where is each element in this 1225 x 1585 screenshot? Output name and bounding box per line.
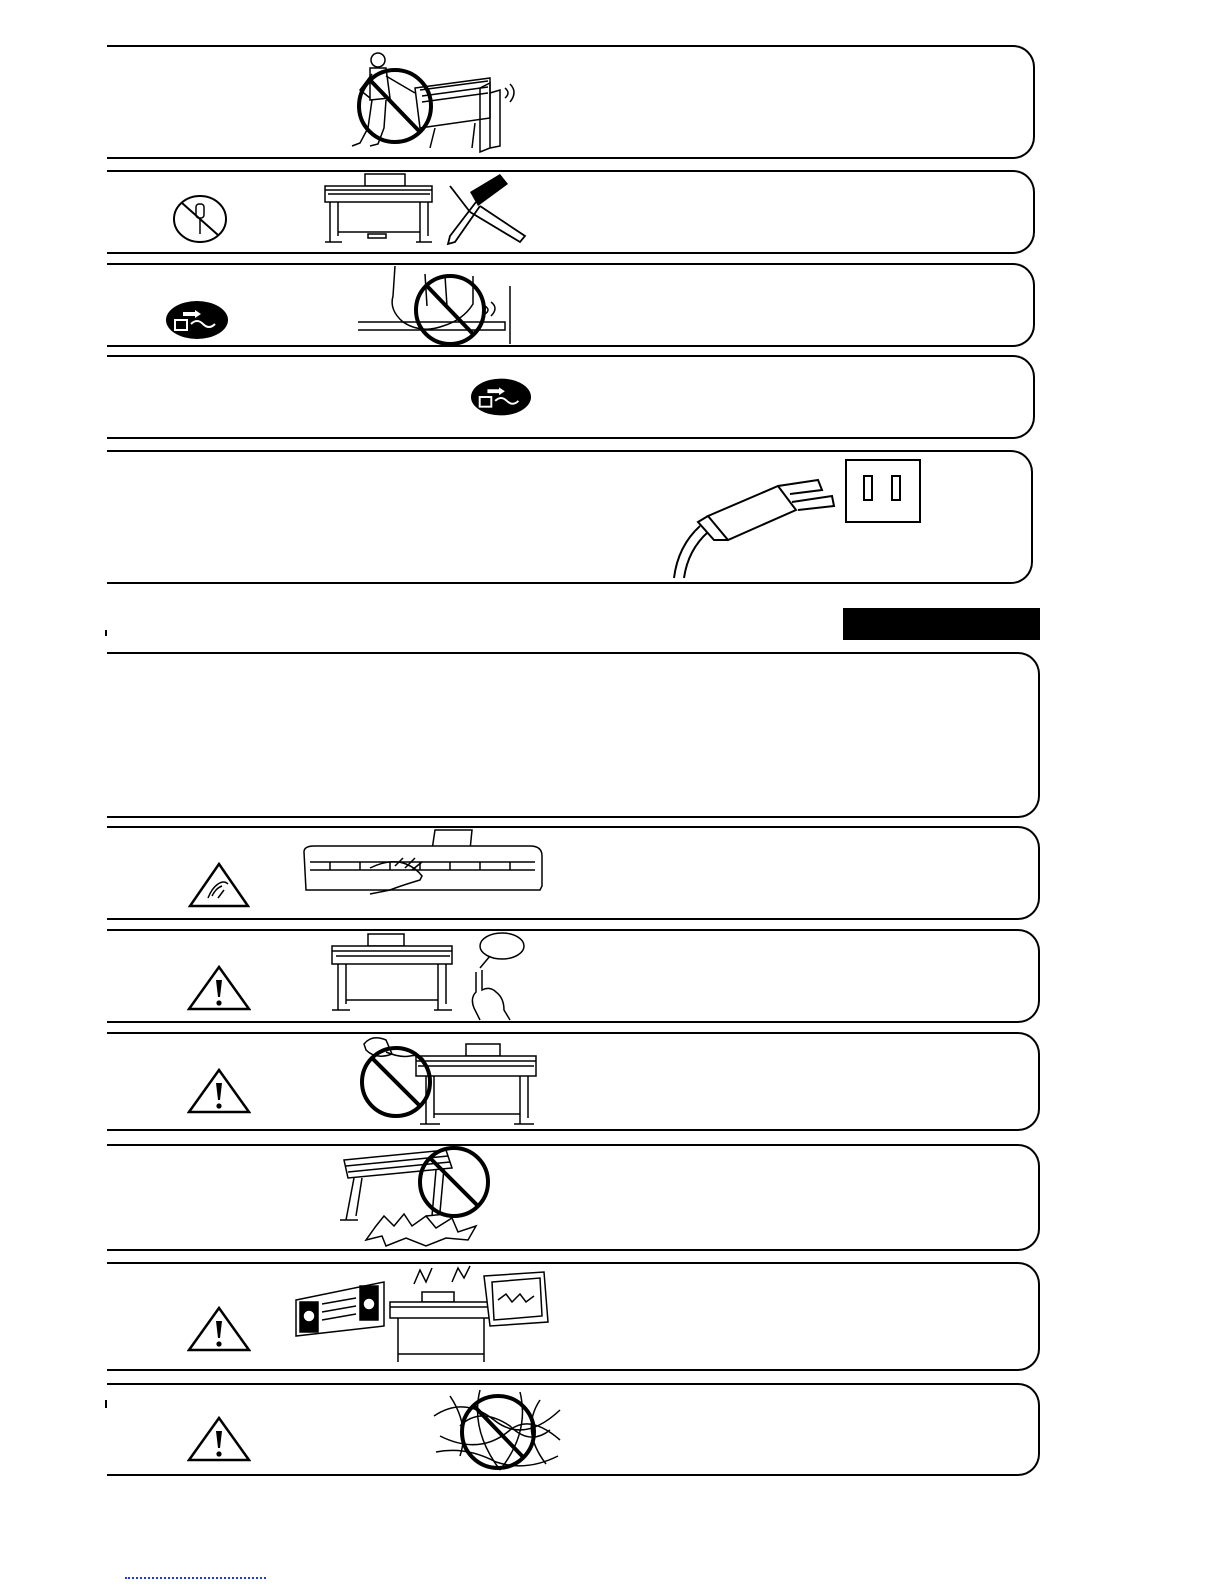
panel-unplug [107,355,1035,439]
piano-with-tools-illustration [320,172,542,250]
cup-on-piano-illustration [356,1034,540,1130]
section-header-bar [843,608,1040,640]
panel-no-disassembly [107,170,1035,254]
warning-icon [187,1306,251,1352]
no-disassembly-icon [172,194,228,244]
stereo-piano-tv-illustration [294,1264,550,1366]
panel-no-leaning [107,45,1035,159]
tangled-cords-illustration [430,1386,566,1474]
warning-icon [187,1068,251,1114]
unplug-icon [470,377,532,417]
falling-piano-illustration [336,1146,526,1250]
panel-pinch-hazard [107,263,1035,347]
hand-caution-icon [188,862,250,908]
margin-tick [105,630,107,636]
panel-caution-text [107,652,1040,818]
plug-and-outlet-illustration [668,456,928,580]
warning-icon [187,1416,251,1462]
margin-tick [105,1400,107,1408]
piano-and-pointing-hand-illustration [330,932,526,1022]
hand-pinched-illustration [355,266,525,346]
panel-no-falling [107,1144,1040,1251]
warning-icon [187,965,251,1011]
footer-link-underline [125,1577,266,1579]
unplug-icon [165,300,229,340]
hands-on-keyboard-illustration [300,828,546,896]
person-leaning-on-piano-illustration [340,48,520,154]
